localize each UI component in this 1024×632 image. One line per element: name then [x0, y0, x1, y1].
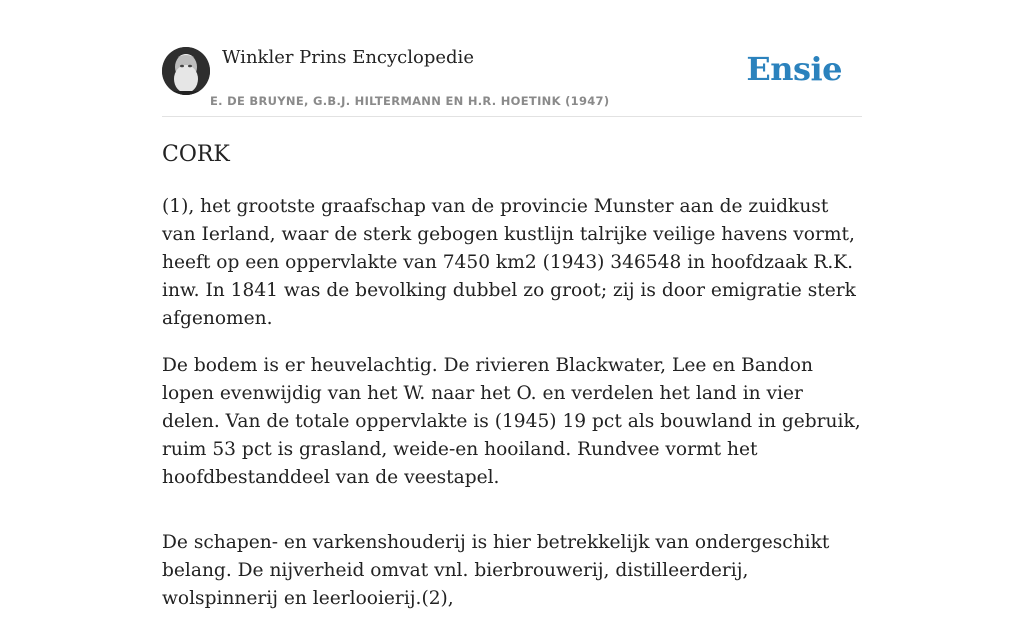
- article: [162, 140, 862, 632]
- article-paragraph-3: De schapen- en varkenshouderij is hier betrekkelijk van ondergeschikt belang. De nijverheid omvat vnl. bierbrouwerij, distilleerderij, wolspinnerij en leerlooierij.(2),: [162, 532, 830, 609]
- article-paragraph-1: (1), het grootste graafschap van de provincie Munster aan de zuidkust van Ierland, waar de sterk gebogen kustlijn talrijke veilige havens vormt, heeft op een oppervlakte van 7450 km2 (1943) 346548 in hoofdzaak R.K. inw. In 1841 was de bevolking dubbel zo groot; zij is door emigratie sterk afgenomen.: [162, 196, 856, 329]
- article-paragraph-2: De bodem is er heuvelachtig. De rivieren Blackwater, Lee en Bandon lopen evenwijdig van het W. naar het O. en verdelen het land in vier delen. Van de totale oppervlakte is (1945) 19 pct als bouwland in gebruik, ruim 53 pct is grasland, weide-en hooiland. Rundvee vormt het hoofdbestanddeel van de veestapel.: [162, 355, 861, 488]
- article-headword: CORK: [162, 142, 230, 167]
- ensie-logo[interactable]: Ensie: [746, 50, 842, 88]
- site-header: [162, 44, 862, 117]
- encyclopedia-title[interactable]: Winkler Prins Encyclopedie: [222, 47, 474, 68]
- authors-line: E. DE BRUYNE, G.B.J. HILTERMANN EN H.R. HOETINK (1947): [210, 94, 610, 108]
- portrait-image: [162, 47, 210, 95]
- author-portrait-icon[interactable]: [162, 47, 210, 95]
